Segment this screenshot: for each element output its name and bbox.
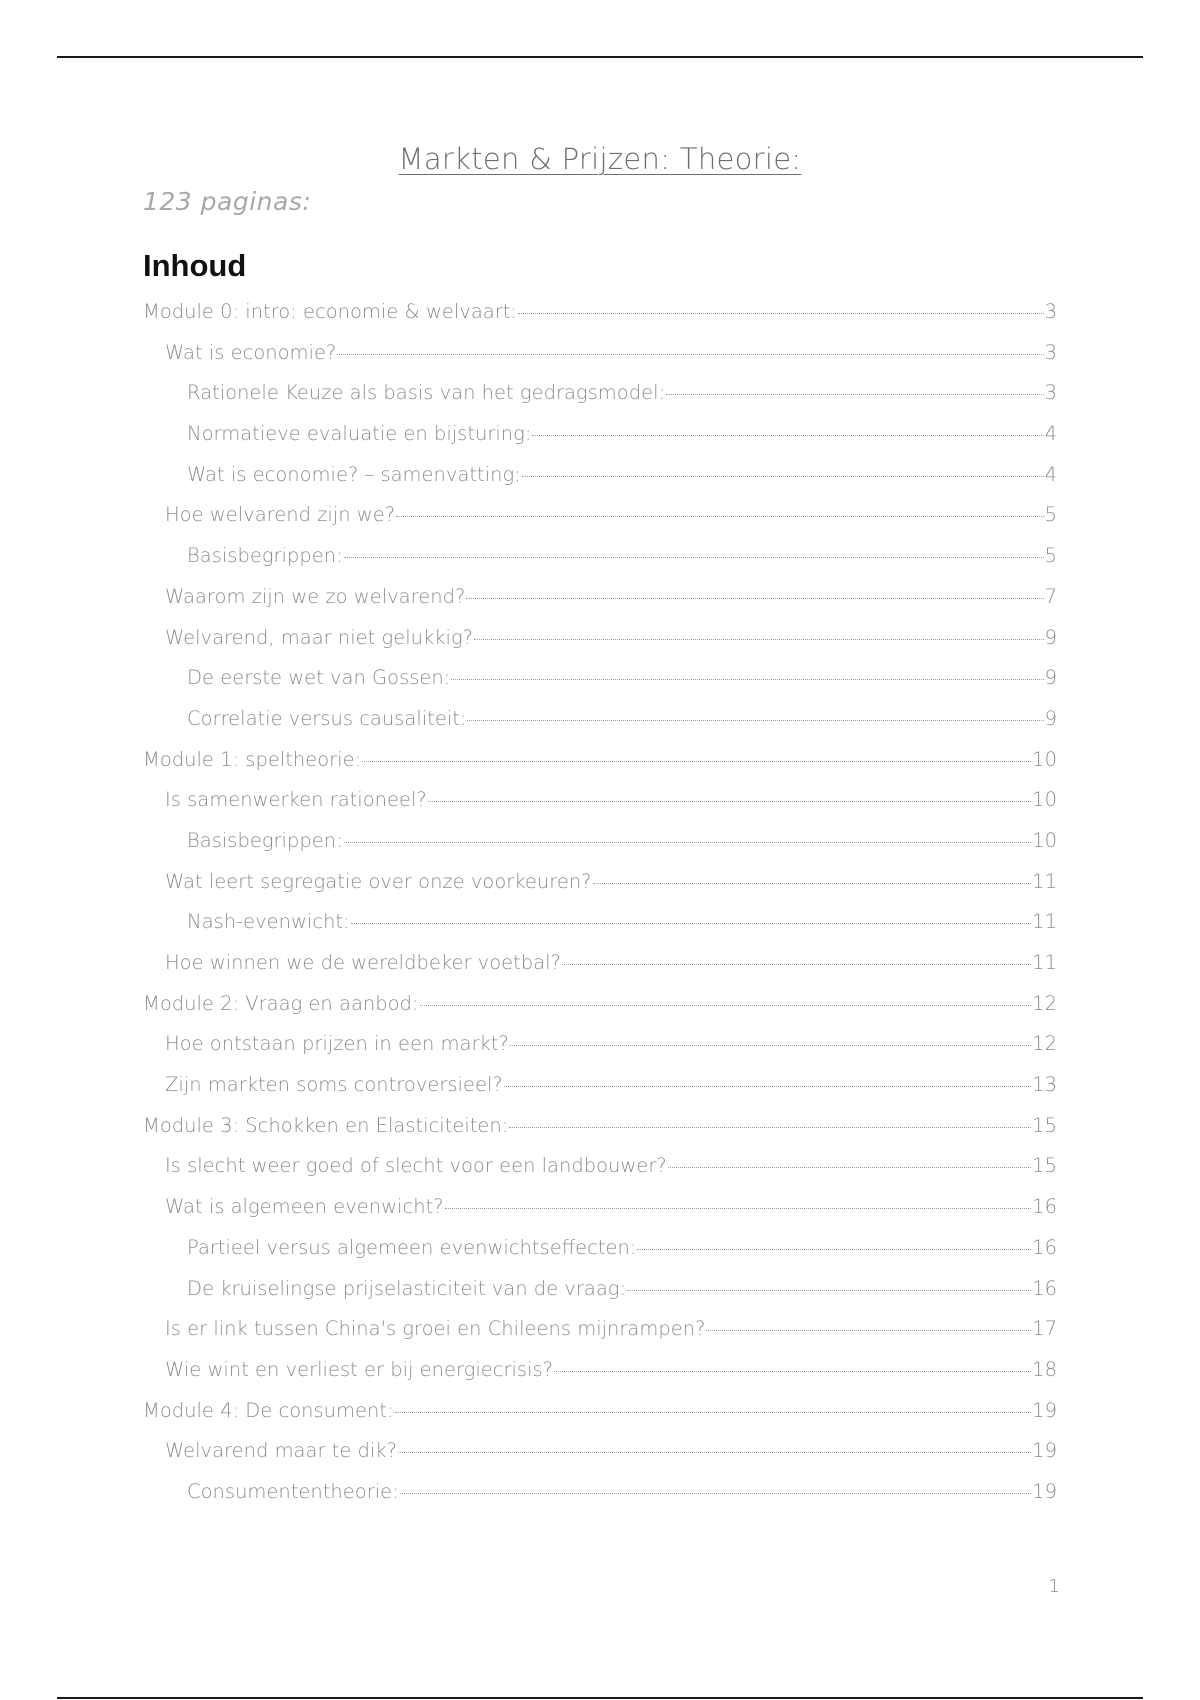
toc-entry[interactable] (143, 463, 1057, 504)
toc-entry[interactable] (143, 992, 1057, 1033)
toc-entry[interactable] (143, 1358, 1057, 1399)
toc-entry-title: De eerste wet van Gossen: (187, 666, 451, 690)
toc-entry[interactable] (143, 666, 1057, 707)
toc-entry-title: Is er link tussen China's groei en Chileens mijnrampen? (165, 1317, 706, 1341)
dot-leader (351, 923, 1032, 924)
toc-entry-page: 16 (1032, 1195, 1057, 1219)
dot-leader (344, 557, 1044, 558)
toc-entry-title: Is samenwerken rationeel? (165, 788, 427, 812)
document-title (0, 142, 1200, 176)
dot-leader (668, 1167, 1031, 1168)
toc-entry[interactable] (143, 422, 1057, 463)
dot-leader (400, 1493, 1031, 1494)
toc-entry-page: 10 (1032, 828, 1057, 852)
dot-leader (509, 1127, 1031, 1128)
toc-entry-title: Welvarend, maar niet gelukkig? (165, 625, 474, 649)
toc-entry-page: 4 (1044, 422, 1057, 446)
document-subtitle: 123 paginas: (143, 187, 312, 216)
table-of-contents (143, 300, 1057, 1521)
dot-leader (344, 842, 1032, 843)
dot-leader (593, 883, 1032, 884)
toc-entry[interactable] (143, 748, 1057, 789)
toc-entry-page: 19 (1032, 1439, 1057, 1463)
dot-leader (627, 1290, 1031, 1291)
dot-leader (396, 516, 1043, 517)
dot-leader (562, 964, 1031, 965)
toc-entry-page: 15 (1032, 1154, 1057, 1178)
toc-entry-title: Module 1: speltheorie: (143, 747, 362, 771)
toc-entry-title: Hoe ontstaan prijzen in een markt? (165, 1032, 509, 1056)
toc-entry[interactable] (143, 1195, 1057, 1236)
toc-entry-page: 17 (1032, 1317, 1057, 1341)
dot-leader (510, 1045, 1031, 1046)
toc-entry[interactable] (143, 1439, 1057, 1480)
toc-entry-page: 5 (1044, 503, 1057, 527)
toc-entry[interactable] (143, 951, 1057, 992)
toc-entry-title: Basisbegrippen: (187, 544, 343, 568)
toc-entry-page: 3 (1044, 340, 1057, 364)
toc-entry-page: 3 (1044, 381, 1057, 405)
toc-entry-title: Module 4: De consument: (143, 1398, 394, 1422)
dot-leader (337, 354, 1043, 355)
toc-entry[interactable] (143, 585, 1057, 626)
toc-entry-page: 10 (1032, 788, 1057, 812)
toc-entry-page: 13 (1032, 1073, 1057, 1097)
toc-entry-title: De kruiselingse prijselasticiteit van de vraag: (187, 1276, 627, 1300)
toc-entry[interactable] (143, 1154, 1057, 1195)
toc-entry[interactable] (143, 381, 1057, 422)
header-rule (57, 56, 1143, 58)
dot-leader (522, 476, 1044, 477)
toc-entry-page: 9 (1044, 706, 1057, 730)
toc-entry-page: 11 (1032, 910, 1057, 934)
dot-leader (466, 598, 1043, 599)
toc-entry-page: 7 (1044, 584, 1057, 608)
toc-entry-title: Normatieve evaluatie en bijsturing: (187, 422, 532, 446)
toc-entry-page: 12 (1032, 1032, 1057, 1056)
toc-entry-page: 11 (1032, 951, 1057, 974)
toc-entry-title: Waarom zijn we zo welvarend? (165, 584, 466, 608)
toc-entry-title: Partieel versus algemeen evenwichtseffecten: (187, 1235, 637, 1259)
toc-entry-title: Rationele Keuze als basis van het gedragsmodel: (187, 381, 666, 405)
dot-leader (474, 639, 1044, 640)
dot-leader (451, 679, 1043, 680)
toc-entry[interactable] (143, 1073, 1057, 1114)
dot-leader (420, 1005, 1032, 1006)
toc-entry[interactable] (143, 1317, 1057, 1358)
toc-entry[interactable] (143, 1032, 1057, 1073)
dot-leader (467, 720, 1043, 721)
dot-leader (554, 1371, 1031, 1372)
toc-entry-title: Wat is algemeen evenwicht? (165, 1195, 444, 1219)
footer-rule (57, 1697, 1143, 1699)
toc-entry[interactable] (143, 1236, 1057, 1277)
toc-entry-title: Module 2: Vraag en aanbod: (143, 991, 419, 1015)
toc-entry-page: 4 (1044, 462, 1057, 486)
toc-entry[interactable] (143, 544, 1057, 585)
toc-entry[interactable] (143, 626, 1057, 667)
toc-entry-title: Wat leert segregatie over onze voorkeuren? (165, 869, 592, 893)
dot-leader (395, 1412, 1032, 1413)
toc-entry[interactable] (143, 707, 1057, 748)
toc-entry-title: Wie wint en verliest er bij energiecrisis? (165, 1357, 553, 1381)
toc-entry-title: Is slecht weer goed of slecht voor een landbouwer? (165, 1154, 667, 1178)
toc-entry[interactable] (143, 870, 1057, 911)
toc-entry[interactable] (143, 300, 1057, 341)
page-number: 1 (1048, 1576, 1060, 1597)
toc-entry[interactable] (143, 1114, 1057, 1155)
toc-entry-title: Wat is economie? – samenvatting: (187, 462, 521, 486)
toc-entry-page: 16 (1032, 1235, 1057, 1259)
toc-heading: Inhoud (143, 248, 247, 283)
dot-leader (532, 435, 1043, 436)
dot-leader (706, 1330, 1031, 1331)
dot-leader (445, 1208, 1032, 1209)
toc-entry-page: 12 (1032, 991, 1057, 1015)
toc-entry[interactable] (143, 788, 1057, 829)
dot-leader (398, 1452, 1031, 1453)
toc-entry-title: Nash-evenwicht: (187, 910, 350, 934)
dot-leader (666, 394, 1044, 395)
toc-entry-page: 19 (1032, 1479, 1057, 1503)
dot-leader (428, 801, 1031, 802)
toc-entry-page: 15 (1032, 1113, 1057, 1137)
toc-entry-page: 19 (1032, 1398, 1057, 1422)
toc-entry-title: Correlatie versus causaliteit: (187, 706, 467, 730)
toc-entry-page: 18 (1032, 1357, 1057, 1381)
toc-entry-title: Wat is economie? (165, 340, 337, 364)
document-title-text: Markten & Prijzen: Theorie: (398, 142, 802, 176)
toc-entry-title: Welvarend maar te dik? (165, 1439, 397, 1463)
toc-entry-title: Module 3: Schokken en Elasticiteiten: (143, 1113, 509, 1137)
dot-leader (518, 313, 1044, 314)
toc-entry[interactable] (143, 503, 1057, 544)
toc-entry-page: 16 (1032, 1276, 1057, 1300)
dot-leader (637, 1249, 1031, 1250)
toc-entry-page: 9 (1044, 666, 1057, 690)
toc-entry-title: Zijn markten soms controversieel? (165, 1073, 503, 1097)
dot-leader (362, 761, 1031, 762)
toc-entry-title: Hoe winnen we de wereldbeker voetbal? (165, 951, 561, 974)
toc-entry-title: Hoe welvarend zijn we? (165, 503, 396, 527)
toc-entry-page: 10 (1032, 747, 1057, 771)
toc-entry-title: Basisbegrippen: (187, 828, 343, 852)
toc-entry[interactable] (143, 1277, 1057, 1318)
toc-entry-page: 3 (1044, 300, 1057, 323)
toc-entry[interactable] (143, 341, 1057, 382)
toc-entry[interactable] (143, 829, 1057, 870)
toc-entry-page: 5 (1044, 544, 1057, 568)
toc-entry-page: 9 (1044, 625, 1057, 649)
dot-leader (504, 1086, 1031, 1087)
toc-entry-title: Consumententheorie: (187, 1479, 399, 1503)
toc-entry[interactable] (143, 910, 1057, 951)
toc-entry-title: Module 0: intro: economie & welvaart: (143, 300, 517, 323)
toc-entry[interactable] (143, 1399, 1057, 1440)
toc-entry[interactable] (143, 1480, 1057, 1521)
toc-entry-page: 11 (1032, 869, 1057, 893)
